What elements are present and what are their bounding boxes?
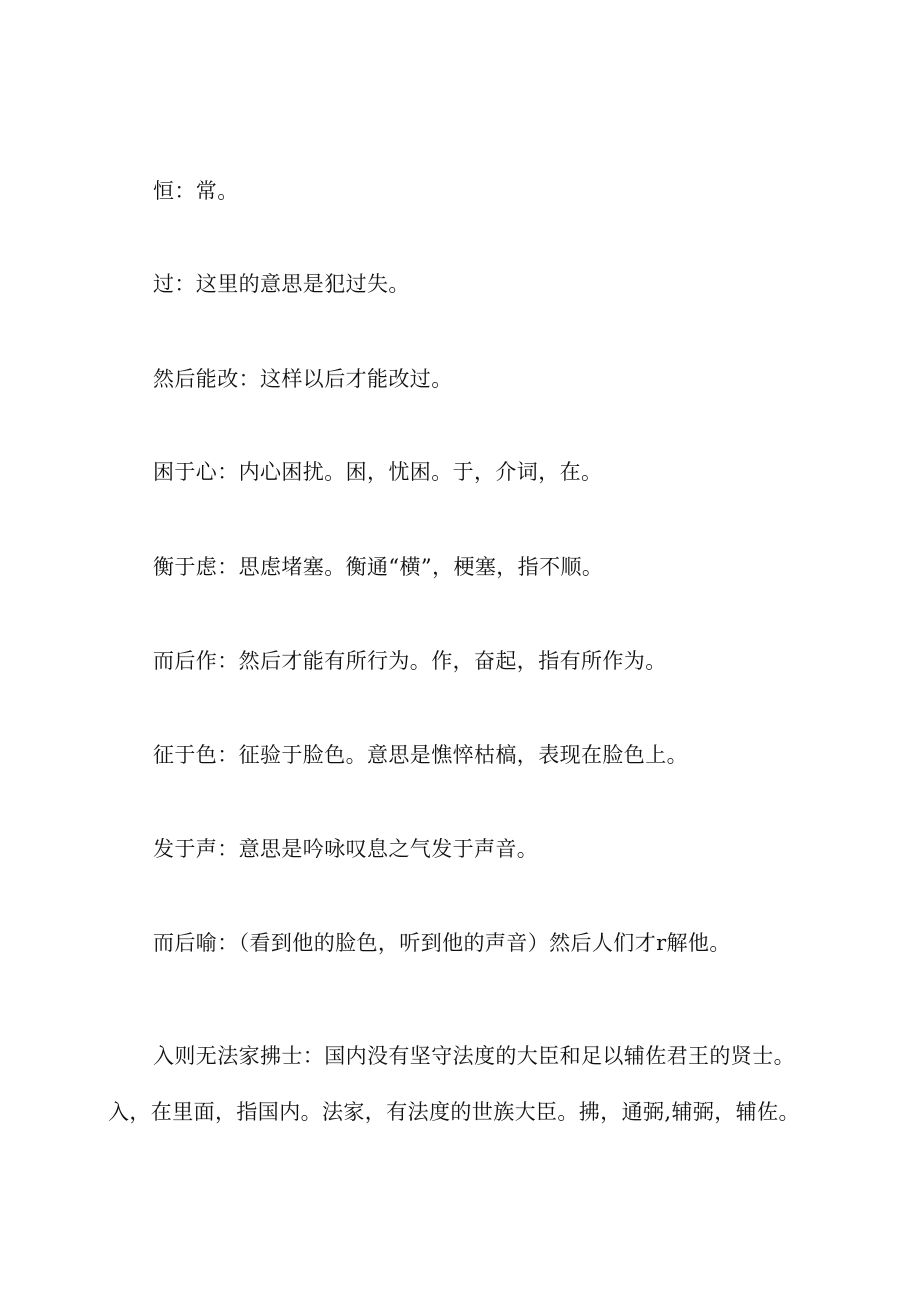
annotation-line-zheng-yu-se: 征于色：征验于脸色。意思是憔悴枯槁，表现在脸色上。	[153, 743, 688, 767]
annotation-line-heng-yu-lv: 衡于虑：思虑堵塞。衡通“横”，梗塞，指不顺。	[153, 555, 604, 579]
paragraph-line-2: 入，在里面，指国内。法家，有法度的世族大臣。拂，通弼,辅弼，辅佐。	[108, 1100, 800, 1124]
paragraph-line-1: 入则无法家拂士：国内没有坚守法度的大臣和足以辅佐君王的贤士。	[153, 1044, 795, 1068]
annotation-line-ranhou-neng-gai: 然后能改：这样以后才能改过。	[153, 367, 453, 391]
annotation-line-kun-yu-xin: 困于心：内心困扰。困，忧困。于，介词，在。	[153, 460, 603, 484]
annotation-line-guo: 过：这里的意思是犯过失。	[153, 272, 410, 296]
annotation-line-heng: 恒：常。	[153, 179, 239, 203]
annotation-paragraph-ru-ze	[108, 1028, 823, 1140]
annotation-line-erhou-yu: 而后喻：（看到他的脸色，听到他的声音）然后人们才r解他。	[153, 931, 731, 955]
annotation-line-fa-yu-sheng: 发于声：意思是吟咏叹息之气发于声音。	[153, 837, 539, 861]
annotation-line-erhou-zuo: 而后作：然后才能有所行为。作，奋起，指有所作为。	[153, 649, 667, 673]
